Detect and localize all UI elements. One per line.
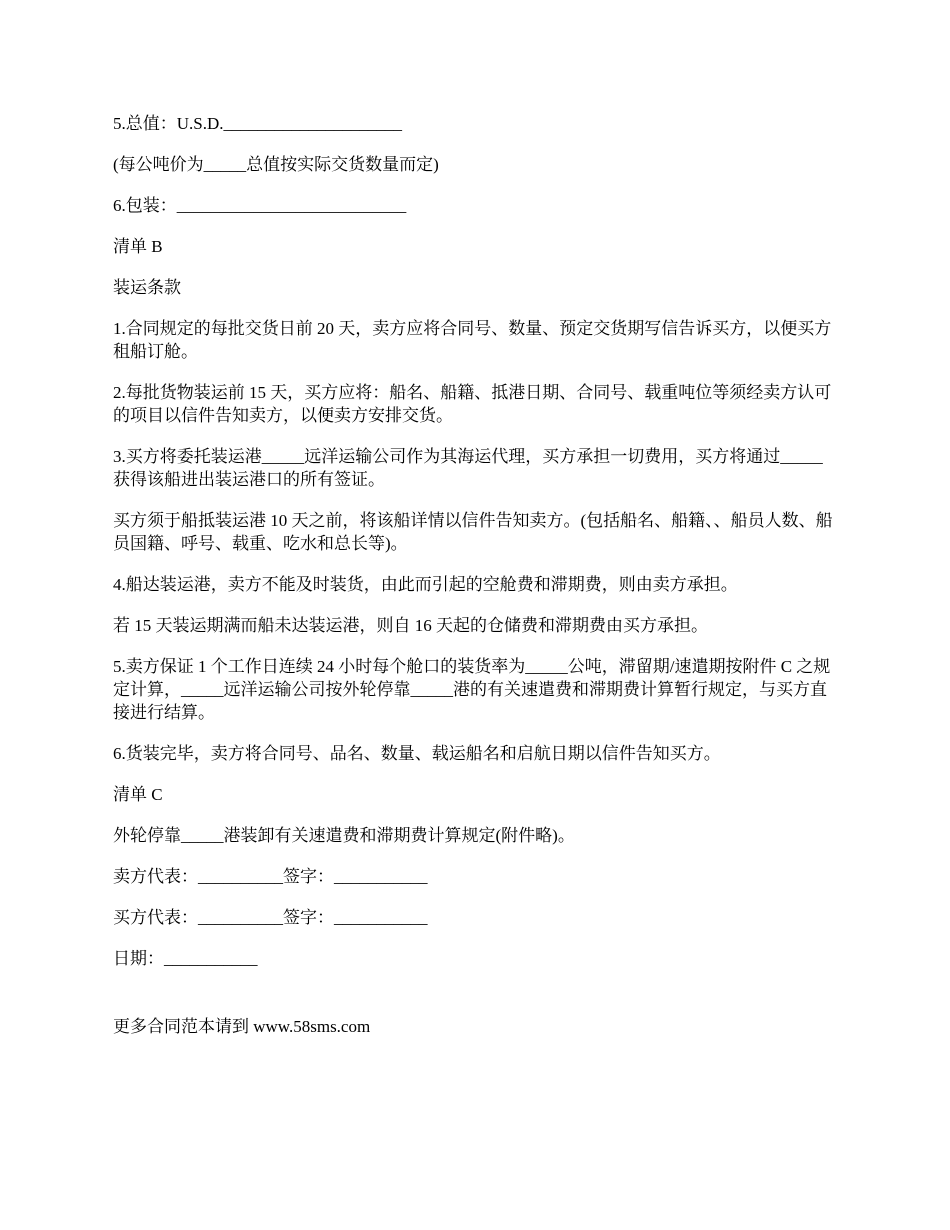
list-b-heading: 清单 B <box>113 237 163 256</box>
clause-4-note: 若 15 天装运期满而船未达装运港，则自 16 天起的仓储费和滞期费由买方承担。 <box>113 616 708 635</box>
clause-4: 4.船达装运港，卖方不能及时装货，由此而引起的空舱费和滞期费，则由卖方承担。 <box>113 575 738 594</box>
clause-6: 6.货装完毕，卖方将合同号、品名、数量、载运船名和启航日期以信件告知买方。 <box>113 744 721 763</box>
clause-5: 5.卖方保证 1 个工作日连续 24 小时每个舱口的装货率为_____公吨，滞留期/速遣期按附件 C 之规定计算，_____远洋运输公司按外轮停靠_____港的有关速遣费和滞期费计算暂行规定，与买方直接进行结算。 <box>113 657 831 722</box>
buyer-signature-line: 买方代表：__________签字：___________ <box>113 908 428 927</box>
document-page <box>113 112 837 1056</box>
clause-3: 3.买方将委托装运港_____远洋运输公司作为其海运代理，买方承担一切费用，买方将通过_____获得该船进出装运港口的所有签证。 <box>113 447 823 489</box>
seller-signature-line: 卖方代表：__________签字：___________ <box>113 867 428 886</box>
packing-line: 6.包装：___________________________ <box>113 196 407 215</box>
list-c-heading: 清单 C <box>113 785 163 804</box>
date-line: 日期：___________ <box>113 949 258 968</box>
clause-1: 1.合同规定的每批交货日前 20 天，卖方应将合同号、数量、预定交货期写信告诉买方，以便买方租船订舱。 <box>113 319 832 361</box>
total-value-line: 5.总值：U.S.D._____________________ <box>113 114 403 133</box>
unit-price-note: (每公吨价为_____总值按实际交货数量而定) <box>113 155 439 174</box>
clause-3-note: 买方须于船抵装运港 10 天之前，将该船详情以信件告知卖方。(包括船名、船籍、、船员人数、船员国籍、呼号、载重、吃水和总长等)。 <box>113 511 833 553</box>
clause-2: 2.每批货物装运前 15 天，买方应将：船名、船籍、抵港日期、合同号、载重吨位等须经卖方认可的项目以信件告知卖方，以便卖方安排交货。 <box>113 383 832 425</box>
shipment-terms-heading: 装运条款 <box>113 278 181 297</box>
footer-link-text: 更多合同范本请到 www.58sms.com <box>113 1017 371 1036</box>
list-c-content: 外轮停靠_____港装卸有关速遣费和滞期费计算规定(附件略)。 <box>113 826 575 845</box>
